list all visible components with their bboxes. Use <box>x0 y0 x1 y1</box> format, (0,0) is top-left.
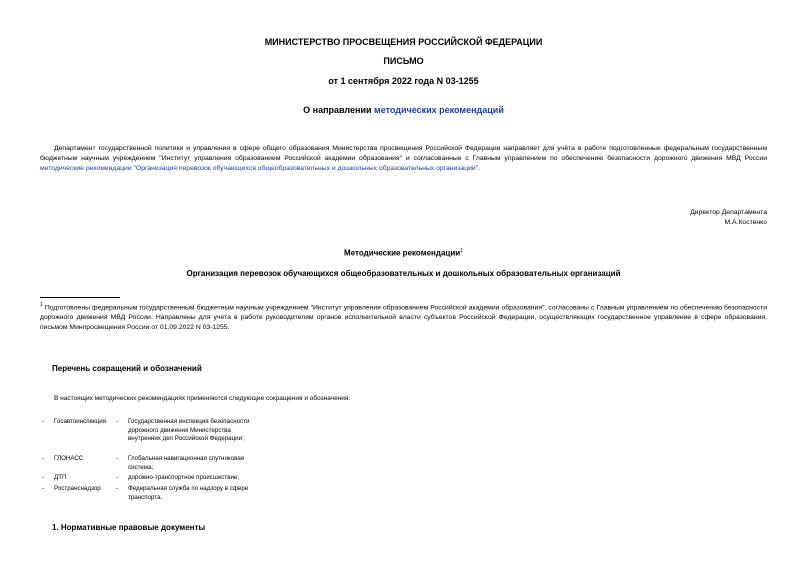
ministry-title: МИНИСТЕРСТВО ПРОСВЕЩЕНИЯ РОССИЙСКОЙ ФЕДЕРАЦИИ <box>264 37 543 47</box>
footnote <box>40 300 767 333</box>
footnote-text: Подготовлены федеральным государственным бюджетным научным учреждением "Институт управления образованием Российской академии образования", согласованы с Главным управлением по обеспечению безопасности дорожного движения МВД России. Направлены для учета в работе руководителям органов исполнительной власти субъектов Российской Федерации, осуществляющих государственное управление в сфере образования, письмом Минпросвещения России от 01.09.2022 N 03-1255. <box>40 304 767 332</box>
recommendations-subtitle: Организация перевозок обучающихся общеобразовательных и дошкольных образовательных организаций <box>186 269 621 278</box>
paragraph-end: . <box>478 165 480 172</box>
abbr-term: ГЛОНАСС <box>54 455 84 462</box>
doc-subject <box>0 105 807 115</box>
recommendations-footnote-mark[interactable]: 1 <box>460 248 463 254</box>
abbr-separator: - <box>116 418 119 425</box>
abbr-definition: Федеральная служба по надзору в сфере транспорта. <box>128 485 249 501</box>
subject-prefix: О направлении <box>303 105 375 115</box>
recommendations-title-text: Методические рекомендации <box>344 248 461 258</box>
abbr-term: ДТП <box>54 474 67 481</box>
doc-type: ПИСЬМО <box>383 56 424 66</box>
abbr-separator: - <box>116 485 119 492</box>
abbreviations-intro: В настоящих методических рекомендациях применяются следующие сокращения и обозначения: <box>54 395 351 402</box>
abbr-dash: - <box>42 455 45 462</box>
doc-date-number: от 1 сентября 2022 года N 03-1255 <box>328 76 479 86</box>
abbr-separator: - <box>116 455 119 462</box>
paragraph-text: Департамент государственной политики и управления в сфере общего образования Министерства просвещения Российской Федерации направляет для учёта в работе подготовленные федеральным государственным бюджетным научным учреждением "Институт управления образованием Российской академии образования" и согласованные с Главным управлением по обеспечению безопасности дорожного движения МВД России <box>40 145 767 162</box>
abbr-definition: дорожно-транспортное происшествие; <box>128 474 240 481</box>
recommendations-title <box>0 248 807 258</box>
abbr-term: Госавтоинспекция <box>54 418 107 425</box>
signature-name: М.А.Костенко <box>724 219 767 226</box>
main-paragraph <box>40 144 767 174</box>
paragraph-link[interactable]: методические рекомендации "Организация перевозок обучающихся общеобразовательных и дошкольных образовательных организаций" <box>40 165 479 172</box>
section-1-heading: 1. Нормативные правовые документы <box>52 523 206 532</box>
signature-position: Директор Департамента <box>690 209 767 216</box>
abbr-separator: - <box>116 474 119 481</box>
footnote-mark: 1 <box>40 302 43 308</box>
abbr-dash: - <box>42 418 45 425</box>
abbreviations-heading: Перечень сокращений и обозначений <box>52 364 202 373</box>
abbr-definition: Государственная инспекция безопасности дорожного движения Министерства внутренних дел Российской Федерации; <box>128 418 250 442</box>
subject-link[interactable]: методических рекомендаций <box>374 105 504 115</box>
footnote-divider <box>40 297 120 298</box>
abbr-dash: - <box>42 474 45 481</box>
abbr-dash: - <box>42 485 45 492</box>
abbr-definition: Глобальная навигационная спутниковая система; <box>128 455 245 471</box>
abbr-term: Ространснадзор <box>54 485 101 492</box>
